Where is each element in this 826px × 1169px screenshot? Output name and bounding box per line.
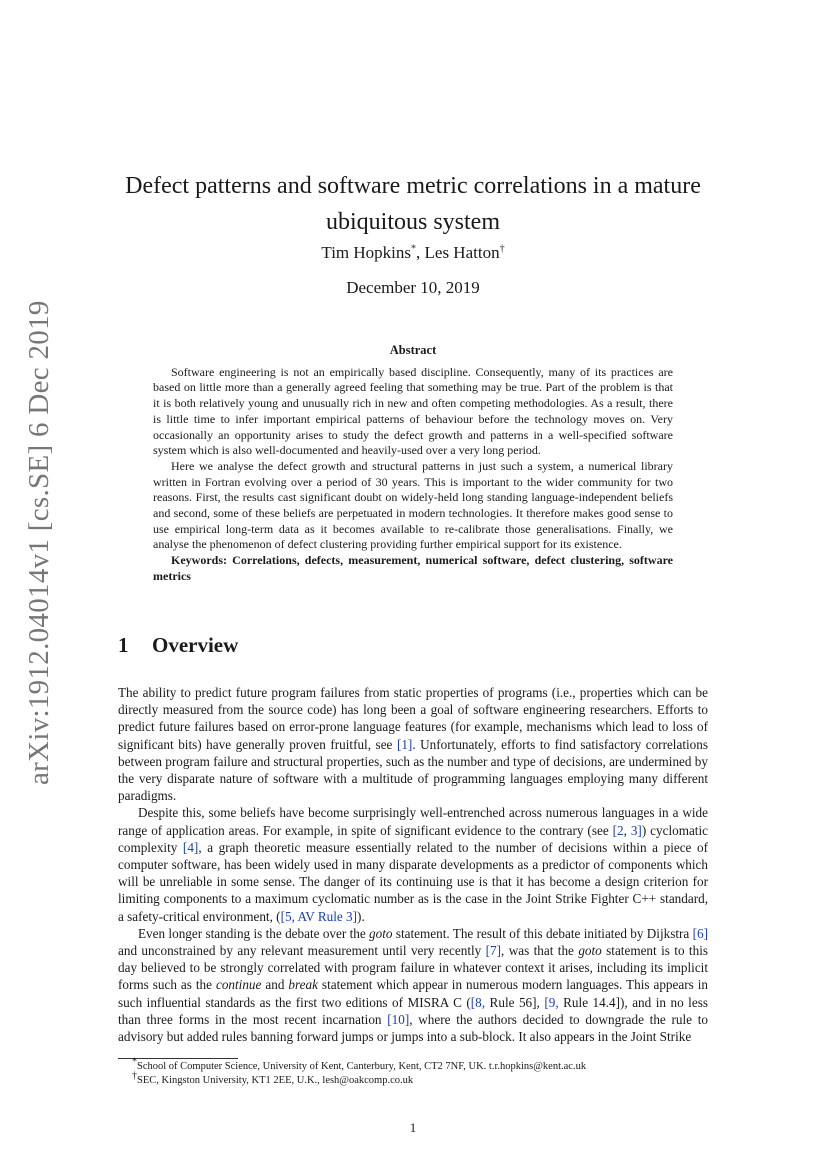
keywords-label: Keywords: — [171, 553, 227, 568]
citation-link[interactable]: [4] — [182, 839, 199, 855]
citation-link[interactable]: AV Rule 3] — [297, 908, 358, 924]
section-heading — [118, 633, 238, 658]
citation-link[interactable]: [1] — [396, 736, 413, 752]
author-1: Tim Hopkins — [321, 243, 412, 262]
abstract-paragraph-1: Software engineering is not an empirically based discipline. Consequently, many of its practices are based on little more than a generally agreed feeling that something may be true. Part of the problem is that it is both relatively young and unusually rich in new and often competing methodologies. As a result, there is little time to infer important empirical patterns of behaviour before the technology moves on. Very occasionally an opportunity arises to study the defect growth and patterns in a well-specified software system which is also well-documented and heavily-used over a very long period. — [153, 364, 673, 458]
emphasis: goto — [578, 943, 602, 959]
author-2-footnote-mark[interactable]: † — [499, 243, 505, 255]
body-paragraph-2: Despite this, some beliefs have become surprisingly well-entrenched across numerous languages in a wide range of application areas. For example, in spite of significant evidence to the contrary (see [2, 3]) cyclomatic complexity [4], a graph theoretic measure essentially related to the number of decisions within a piece of computer software, has been widely used in many disparate developments as a predictor of components which will be unreliable in some sense. The danger of its continuing use is that it has become a design criterion for limiting components to a maximum cyclomatic number as is the case in the Joint Strike Fighter C++ standard, a safety-critical environment, ([5, AV Rule 3]). — [118, 805, 708, 924]
emphasis: goto — [369, 925, 393, 941]
citation-link[interactable]: [8, — [470, 994, 486, 1010]
citation-link[interactable]: [5, — [280, 908, 295, 924]
paper-date: December 10, 2019 — [346, 278, 480, 297]
author-separator: , — [416, 243, 425, 262]
section-number: 1 — [118, 633, 129, 657]
citation-link[interactable]: [2 — [612, 822, 624, 838]
footnote-2-mark: † — [132, 1070, 137, 1082]
author-1-footnote-mark[interactable]: * — [411, 243, 417, 255]
keywords-list: Correlations, defects, measurement, numerical software, defect clustering, software metrics — [153, 553, 673, 583]
emphasis: break — [288, 977, 318, 993]
keywords — [153, 553, 673, 584]
footnote-1-mark: * — [132, 1056, 137, 1068]
author-2: Les Hatton — [424, 243, 500, 262]
emphasis: continue — [215, 977, 262, 993]
body-text — [118, 684, 708, 1045]
citation-link[interactable]: 3] — [630, 822, 642, 838]
footnote-2: †SEC, Kingston University, KT1 2EE, U.K., lesh@oakcomp.co.uk — [132, 1070, 414, 1086]
body-paragraph-1: The ability to predict future program failures from static properties of programs (i.e., properties which can be directly measured from the source code) has long been a goal of software engineering researchers. Efforts to predict future failures based on error-prone language features (for example, mechanisms which lead to loss of significant bits) have generally proven fruitful, see [1]. Unfortunately, efforts to find satisfactory correlations between program failure and structural properties, such as the number and type of decisions, are undermined by the very disparate nature of software with a multitude of programming languages employing many different paradigms. — [118, 685, 708, 804]
section-title: Overview — [152, 633, 239, 657]
body-paragraph-3: Even longer standing is the debate over the goto statement. The result of this debate initiated by Dijkstra [6] and unconstrained by any relevant measurement until very recently [7], was that the goto statement is to this day believed to be strongly correlated with program failure in whatever context it arises, including its implicit forms such as the continue and break statement which appear in numerous modern languages. This appears in such influential standards as the first two editions of MISRA C ([8, Rule 56], [9, Rule 14.4]), and in no less than three forms in the most recent incarnation [10], where the authors decided to downgrade the rule to advisory but added rules banning forward jumps or jumps into a sub-block. It also appears in the Joint Strike — [118, 925, 709, 1045]
abstract — [153, 343, 673, 585]
page-number: 1 — [409, 1120, 417, 1135]
citation-link[interactable]: [9, — [544, 994, 559, 1010]
authors — [118, 243, 708, 263]
paper-title: Defect patterns and software metric correlations in a mature ubiquitous system — [125, 173, 701, 235]
citation-link[interactable]: [6] — [692, 925, 708, 941]
abstract-heading: Abstract — [389, 343, 437, 357]
arxiv-identifier: arXiv:1912.04014v1 [cs.SE] 6 Dec 2019 — [23, 300, 55, 785]
footnotes — [118, 1056, 708, 1088]
abstract-paragraph-2: Here we analyse the defect growth and structural patterns in just such a system, a numerical library written in Fortran evolving over a period of 30 years. This is important to the wider community for two reasons. First, the results cast significant doubt on widely-held long standing language-independent beliefs and second, some of these beliefs are perpetuated in modern technologies. It therefore makes good sense to use empirical long-term data as it becomes available to re-calibrate those generalisations. Finally, we analyse the phenomenon of defect clustering providing further empirical support for its existence. — [153, 458, 673, 552]
footnote-1: *School of Computer Science, University of Kent, Canterbury, Kent, CT2 7NF, UK. t.r.hopkins@kent.ac.uk — [132, 1056, 587, 1072]
citation-link[interactable]: [10] — [387, 1011, 410, 1027]
citation-link[interactable]: [7] — [485, 943, 502, 959]
